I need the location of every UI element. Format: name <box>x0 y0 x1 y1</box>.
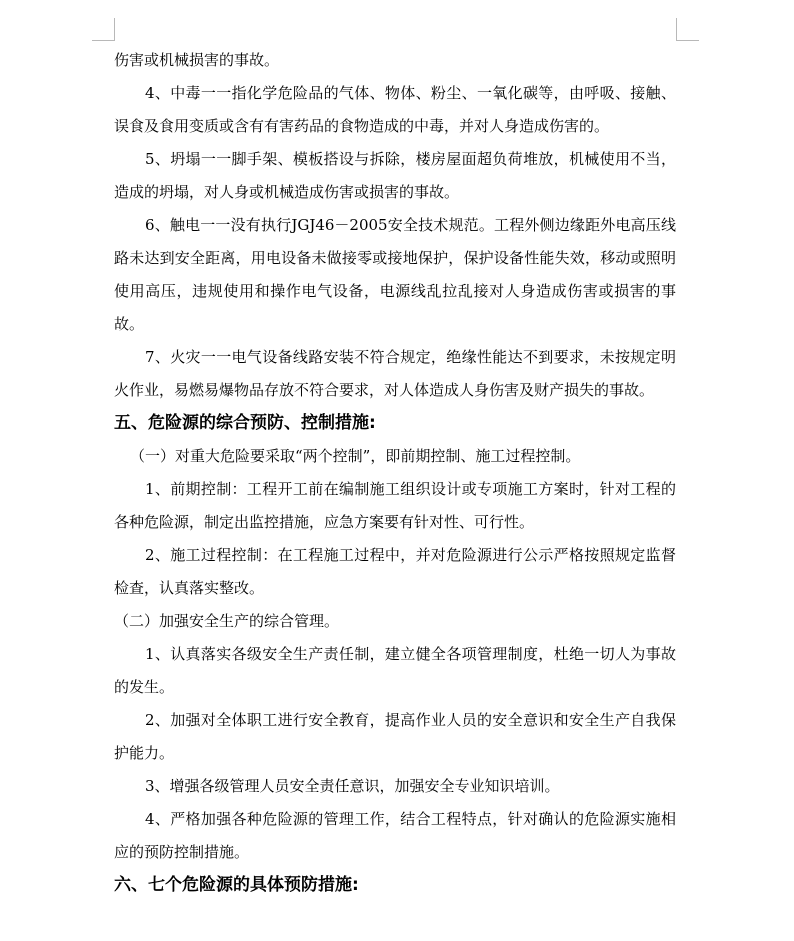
paragraph: 7、火灾一一电气设备线路安装不符合规定，绝缘性能达不到要求，未按规定明火作业，易燃易爆物品存放不符合要求，对人体造成人身伤害及财产损失的事故。 <box>114 348 676 399</box>
paragraph: 4、中毒一一指化学危险品的气体、物体、粉尘、一氧化碳等，由呼吸、接触、误食及食用变质或含有有害药品的食物造成的中毒，并对人身造成伤害的。 <box>114 84 676 135</box>
paragraph: 1、认真落实各级安全生产责任制，建立健全各项管理制度，杜绝一切人为事故的发生。 <box>114 645 676 696</box>
margin-corner-mark-right <box>676 18 699 41</box>
paragraph: 1、前期控制：工程开工前在编制施工组织设计或专项施工方案时，针对工程的各种危险源，制定出监控措施，应急方案要有针对性、可行性。 <box>114 480 676 531</box>
section-heading: 六、七个危险源的具体预防措施: <box>114 875 359 895</box>
paragraph: 伤害或机械损害的事故。 <box>114 51 280 69</box>
paragraph: （一）对重大危险要采取“两个控制”，即前期控制、施工过程控制。 <box>130 447 581 465</box>
paragraph: 4、严格加强各种危险源的管理工作，结合工程特点，针对确认的危险源实施相应的预防控制措施。 <box>114 810 676 861</box>
paragraph: 5、坍塌一一脚手架、模板搭设与拆除，楼房屋面超负荷堆放，机械使用不当，造成的坍塌，对人身或机械造成伤害或损害的事故。 <box>114 150 676 201</box>
document-body <box>114 44 676 902</box>
paragraph: （二）加强安全生产的综合管理。 <box>114 612 340 630</box>
section-heading: 五、危险源的综合预防、控制措施: <box>114 413 376 433</box>
paragraph: 2、施工过程控制：在工程施工过程中，并对危险源进行公示严格按照规定监督检查，认真落实整改。 <box>114 546 676 597</box>
paragraph: 3、增强各级管理人员安全责任意识，加强安全专业知识培训。 <box>145 777 560 795</box>
paragraph: 6、触电一一没有执行JGJ46－2005安全技术规范。工程外侧边缘距外电高压线路未达到安全距离，用电设备未做接零或接地保护，保护设备性能失效，移动或照明使用高压，违规使用和操作电气设备，电源线乱拉乱接对人身造成伤害或损害的事故。 <box>114 216 676 333</box>
paragraph: 2、加强对全体职工进行安全教育，提高作业人员的安全意识和安全生产自我保护能力。 <box>114 711 676 762</box>
margin-corner-mark-left <box>92 18 115 41</box>
